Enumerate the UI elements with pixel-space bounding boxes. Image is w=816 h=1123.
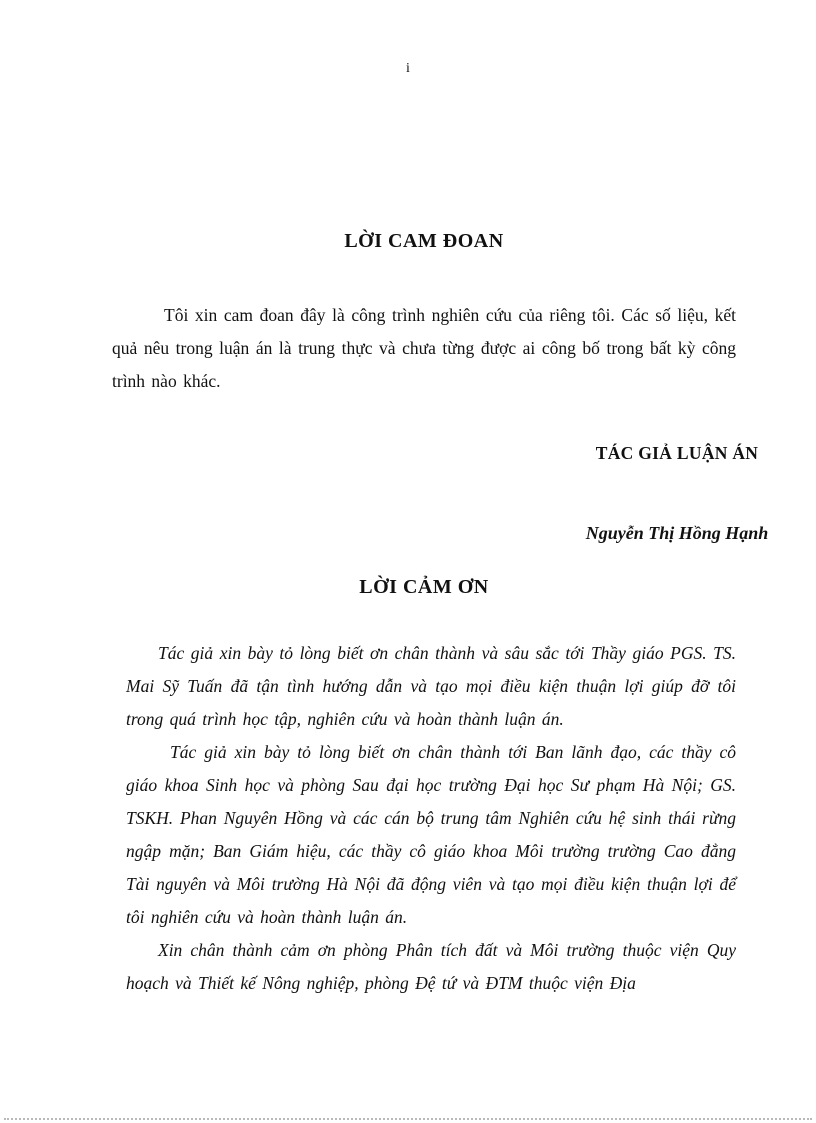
- signature-name: Nguyễn Thị Hồng Hạnh: [585, 523, 769, 543]
- acknowledgement-paragraph: Tác giả xin bày tỏ lòng biết ơn chân thành và sâu sắc tới Thầy giáo PGS. TS. Mai Sỹ Tuấn đã tận tình hướng dẫn và tạo mọi điều kiện thuận lợi giúp đỡ tôi trong quá trình học tập, nghiên cứu và hoàn thành luận án.: [126, 643, 736, 729]
- page-number: i: [406, 61, 410, 76]
- page-content: [0, 230, 816, 1000]
- declaration-body-paragraph: Tôi xin cam đoan đây là công trình nghiên cứu của riêng tôi. Các số liệu, kết quả nêu trong luận án là trung thực và chưa từng được ai công bố trong bất kỳ công trình nào khác.: [112, 305, 736, 391]
- page-bottom-divider: [4, 1118, 812, 1120]
- acknowledgement-body: [112, 637, 736, 1000]
- declaration-title: LỜI CAM ĐOAN: [344, 230, 504, 252]
- acknowledgement-paragraph: Tác giả xin bày tỏ lòng biết ơn chân thành tới Ban lãnh đạo, các thầy cô giáo khoa Sinh học và phòng Sau đại học trường Đại học Sư phạm Hà Nội; GS. TSKH. Phan Nguyên Hồng và các cán bộ trung tâm Nghiên cứu hệ sinh thái rừng ngập mặn; Ban Giám hiệu, các thầy cô giáo khoa Môi trường trường Cao đẳng Tài nguyên và Môi trường Hà Nội đã động viên và tạo mọi điều kiện thuận lợi để tôi nghiên cứu và hoàn thành luận án.: [126, 742, 736, 927]
- signature-block: [502, 442, 816, 544]
- acknowledgement-paragraph: Xin chân thành cảm ơn phòng Phân tích đất và Môi trường thuộc viện Quy hoạch và Thiết kế Nông nghiệp, phòng Đệ tứ và ĐTM thuộc viện Địa: [126, 940, 736, 993]
- signature-role: TÁC GIẢ LUẬN ÁN: [595, 443, 759, 463]
- acknowledgement-title: LỜI CẢM ƠN: [359, 576, 489, 598]
